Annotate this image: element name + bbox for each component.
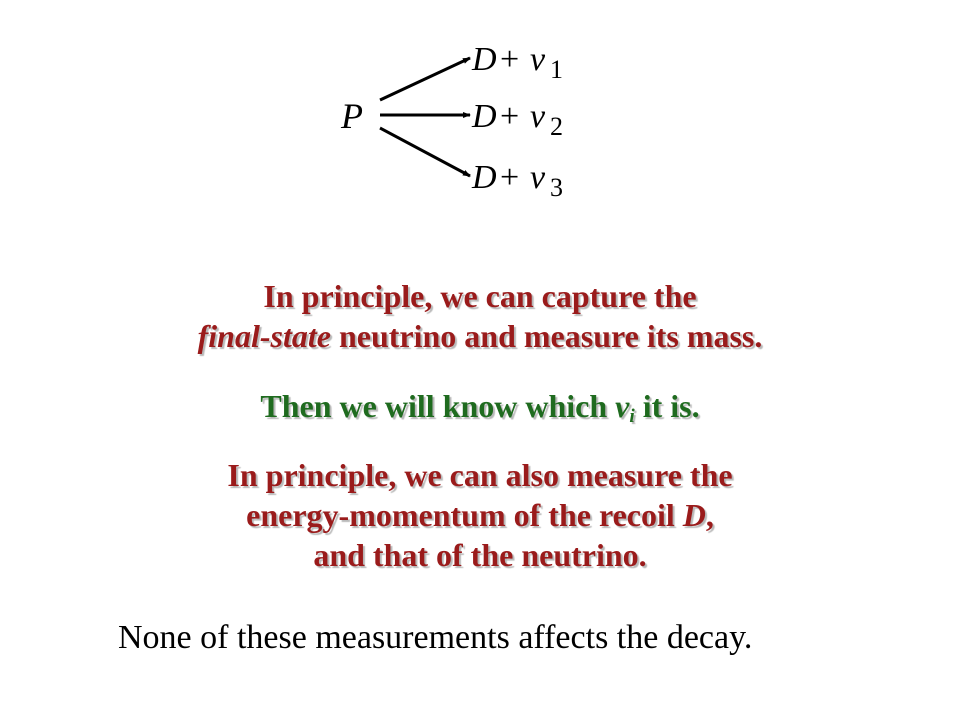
daughter-label: D xyxy=(472,159,497,196)
energy-line-2-pre: energy-momentum of the recoil xyxy=(246,497,683,533)
energy-line-1: In principle, we can also measure the xyxy=(227,457,733,493)
plus-sign: + xyxy=(500,41,520,78)
neutrino-symbol: ν xyxy=(530,159,546,196)
branch-product-3 xyxy=(471,159,563,202)
neutrino-index: 3 xyxy=(550,173,563,202)
final-state-term: final-state xyxy=(197,318,331,354)
branch-product-1 xyxy=(471,41,563,84)
capture-line-2-rest: neutrino and measure its mass. xyxy=(330,318,763,354)
branch-arrow-3 xyxy=(380,128,470,176)
decay-diagram xyxy=(0,0,960,230)
recoil-d-term: D xyxy=(682,497,706,533)
capture-paragraph xyxy=(0,276,960,356)
daughter-label: D xyxy=(472,98,497,135)
capture-line-1: In principle, we can capture the xyxy=(263,278,697,314)
know-which-post: it is. xyxy=(634,388,700,424)
energy-line-2 xyxy=(0,495,960,535)
neutrino-symbol: ν xyxy=(530,41,546,78)
energy-line-2-post: , xyxy=(705,497,714,533)
know-which-pre: Then we will know which xyxy=(260,388,616,424)
parent-particle-label: P xyxy=(341,96,363,136)
know-which-paragraph xyxy=(0,386,960,437)
branch-product-2 xyxy=(471,98,563,141)
daughter-label: D xyxy=(472,41,497,78)
branch-arrow-1 xyxy=(380,58,470,100)
neutrino-symbol: ν xyxy=(530,98,546,135)
plus-sign: + xyxy=(500,159,520,196)
neutrino-index: 1 xyxy=(550,55,563,84)
footer-statement: None of these measurements affects the decay. xyxy=(118,619,753,656)
neutrino-index: 2 xyxy=(550,112,563,141)
plus-sign: + xyxy=(500,98,520,135)
capture-line-2 xyxy=(0,316,960,356)
energy-line-3: and that of the neutrino. xyxy=(313,537,647,573)
neutrino-subscript: i xyxy=(629,405,635,427)
neutrino-symbol: ν xyxy=(615,388,630,424)
energy-momentum-paragraph xyxy=(0,455,960,575)
